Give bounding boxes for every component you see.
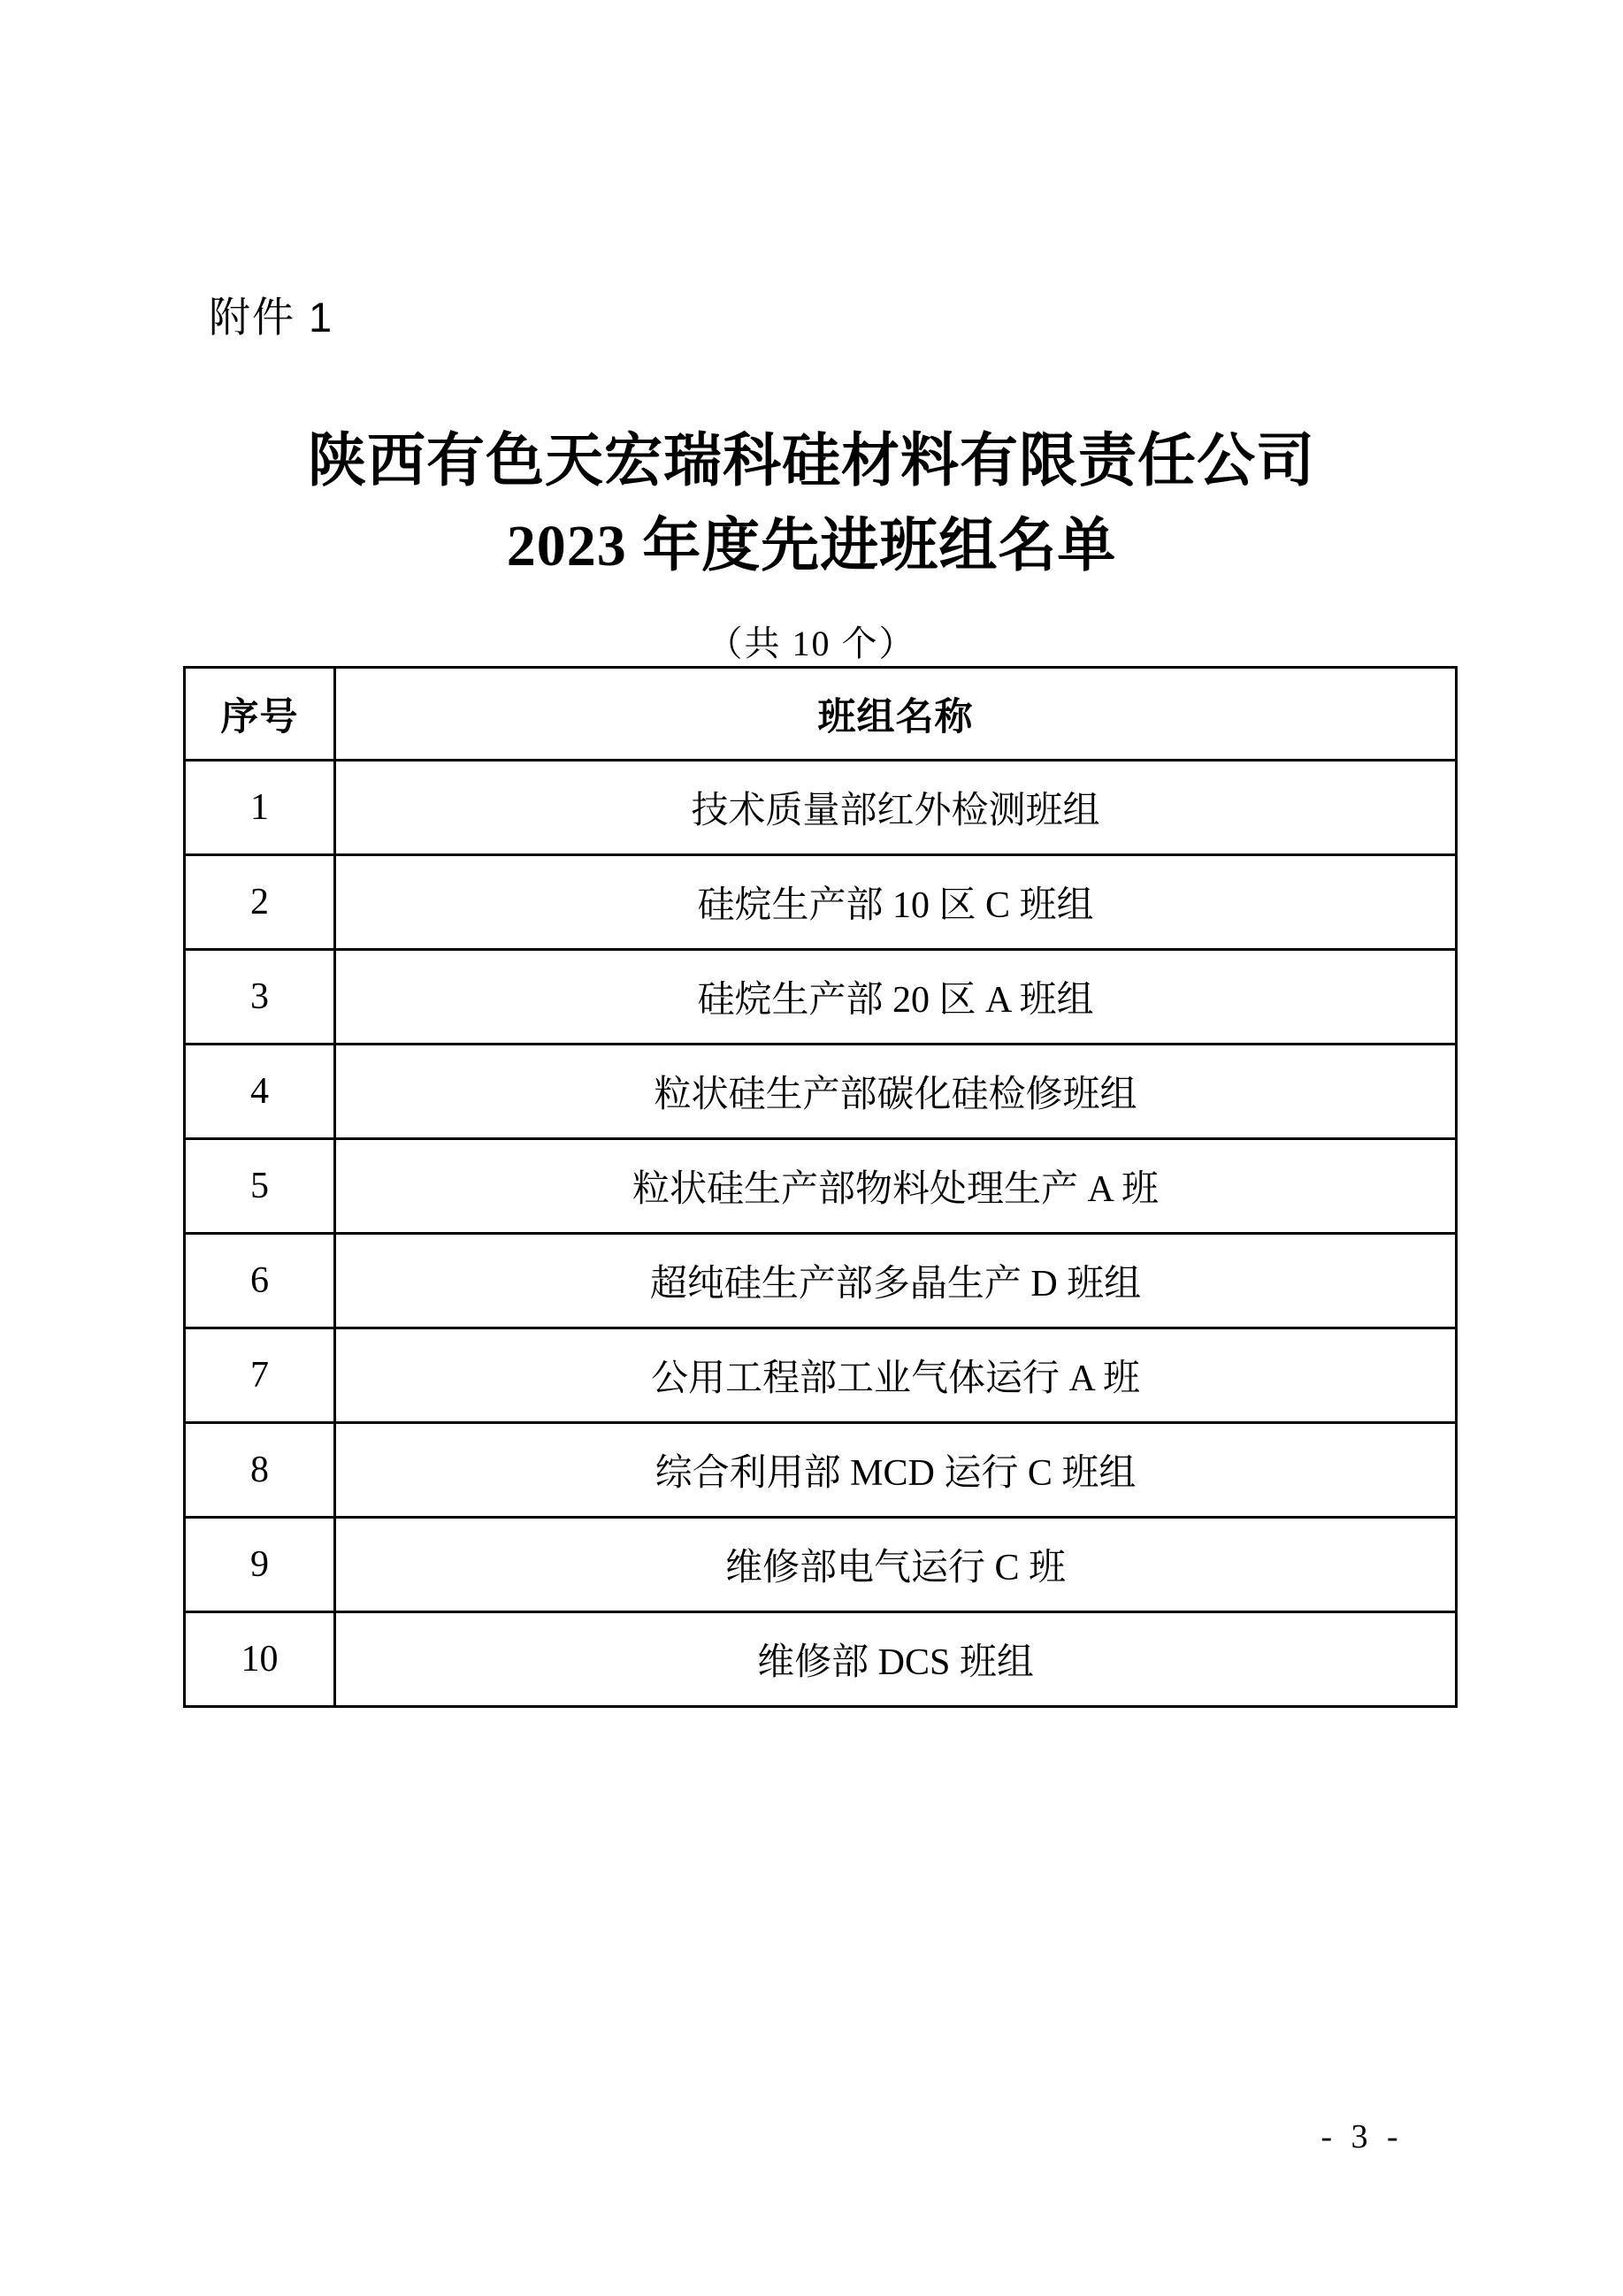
row-number-cell: 6 xyxy=(185,1234,335,1328)
team-name-cell: 硅烷生产部 10 区 C 班组 xyxy=(335,855,1457,950)
header-cell-number: 序号 xyxy=(185,668,335,761)
team-name-cell: 维修部 DCS 班组 xyxy=(335,1612,1457,1707)
team-name-cell: 粒状硅生产部物料处理生产 A 班 xyxy=(335,1139,1457,1234)
row-number-cell: 1 xyxy=(185,761,335,855)
document-title xyxy=(0,419,1623,589)
row-number-cell: 5 xyxy=(185,1139,335,1234)
header-row xyxy=(185,668,1457,761)
row-number-cell: 10 xyxy=(185,1612,335,1707)
team-name-cell: 技术质量部红外检测班组 xyxy=(335,761,1457,855)
team-name-cell: 公用工程部工业气体运行 A 班 xyxy=(335,1328,1457,1423)
table-row xyxy=(185,1139,1457,1234)
team-name-cell: 超纯硅生产部多晶生产 D 班组 xyxy=(335,1234,1457,1328)
table-row xyxy=(185,855,1457,950)
team-name-cell: 粒状硅生产部碳化硅检修班组 xyxy=(335,1045,1457,1139)
table-row xyxy=(185,761,1457,855)
team-table xyxy=(183,666,1458,1708)
team-table-head xyxy=(185,668,1457,761)
attachment-label: 附件 1 xyxy=(209,294,334,341)
header-cell-team-name: 班组名称 xyxy=(335,668,1457,761)
team-name-cell: 硅烷生产部 20 区 A 班组 xyxy=(335,950,1457,1045)
table-row xyxy=(185,1328,1457,1423)
table-row xyxy=(185,950,1457,1045)
table-row xyxy=(185,1423,1457,1518)
row-number-cell: 9 xyxy=(185,1518,335,1612)
document-title-line1: 陕西有色天宏瑞科硅材料有限责任公司 xyxy=(308,429,1315,494)
team-name-cell: 综合利用部 MCD 运行 C 班组 xyxy=(335,1423,1457,1518)
row-number-cell: 3 xyxy=(185,950,335,1045)
table-row xyxy=(185,1045,1457,1139)
document-title-line2: 2023 年度先进班组名单 xyxy=(506,514,1117,578)
document-subtitle: （共 10 个） xyxy=(707,624,916,663)
row-number-cell: 2 xyxy=(185,855,335,950)
team-name-cell: 维修部电气运行 C 班 xyxy=(335,1518,1457,1612)
table-row xyxy=(185,1612,1457,1707)
row-number-cell: 4 xyxy=(185,1045,335,1139)
table-row xyxy=(185,1234,1457,1328)
row-number-cell: 7 xyxy=(185,1328,335,1423)
table-row xyxy=(185,1518,1457,1612)
team-table-body xyxy=(185,761,1457,1707)
row-number-cell: 8 xyxy=(185,1423,335,1518)
page-number: - 3 - xyxy=(1321,2118,1404,2155)
